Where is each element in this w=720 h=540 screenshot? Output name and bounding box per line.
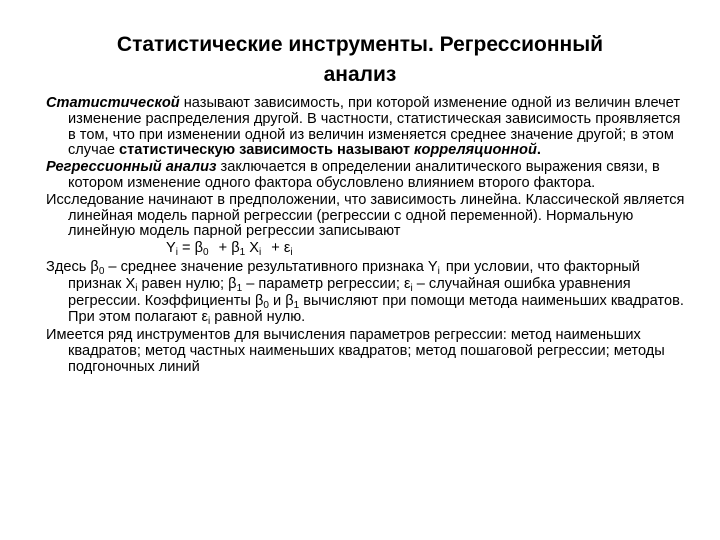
sub-0: 0 (98, 265, 105, 277)
term-statistical: Статистической (46, 95, 180, 111)
slide-title (60, 30, 660, 90)
sub-i: i (135, 282, 138, 294)
text-segment: и (268, 292, 286, 309)
sub-1: 1 (293, 299, 300, 311)
text-segment: равен нулю; (137, 275, 229, 292)
sub-i: i (437, 265, 440, 277)
text-segment: – параметр регрессии; (242, 275, 404, 292)
formula-y: Y (166, 240, 176, 257)
formula-eq: = (177, 240, 195, 257)
title-line-1: Статистические инструменты. Регрессионный (116, 33, 604, 56)
symbol-epsilon: ε (201, 309, 208, 326)
formula-beta1: β (231, 240, 240, 257)
text-segment: при условии, что факторный признак X (68, 258, 640, 292)
text-segment: равной нулю. (210, 309, 306, 326)
paragraph-instruments (46, 328, 686, 375)
paragraph-text: Имеется ряд инструментов для вычисления параметров регрессии: метод наименьших квадратов; метод частных наименьших квадратов; метод пошаговой регрессии; методы подгоночных линий (46, 327, 665, 375)
text-segment: вычисляют при помощи метода наименьших квадратов. При этом полагают (68, 292, 684, 326)
title-line-2: анализ (323, 63, 397, 86)
formula-sub-0: 0 (203, 247, 209, 259)
formula-sub-i: i (290, 247, 293, 259)
period: . (536, 142, 541, 159)
regression-formula (46, 241, 686, 258)
formula-sub-i: i (258, 247, 262, 259)
term-correlation: корреляционной (414, 142, 537, 159)
formula-plus: + (214, 240, 232, 257)
paragraph-text: заключается в определении аналитического выражения связи, в котором изменение одного фактора обусловлено влиянием второго фактора. (68, 159, 660, 191)
bold-text: статистическую зависимость называют (119, 142, 415, 159)
term-regression-analysis: Регрессионный анализ (46, 159, 217, 176)
text-segment: Здесь (46, 258, 91, 275)
formula-epsilon: ε (283, 240, 291, 257)
symbol-y: Y (427, 258, 438, 275)
sub-0: 0 (263, 299, 269, 311)
paragraph-text: Исследование начинают в предположении, что зависимость линейна. Классической является линейная модель парной регрессии (регрессии с одной переменной). Нормальную линейную модель парной регрессии записывают (46, 191, 685, 240)
symbol-beta: β (90, 258, 99, 275)
symbol-epsilon: ε (403, 275, 411, 292)
formula-plus: + (267, 240, 284, 257)
paragraph-parameters (46, 260, 686, 327)
sub-i: i (208, 316, 211, 328)
paragraph-text: называют зависимость, при которой изменение одной из величин влечет изменение распределения другой. В частности, статистическая зависимость проявляется в том, что при изменении одной из величин изменяется среднее значение другой; в этом случае (68, 95, 681, 159)
formula-sub-i: i (175, 247, 178, 259)
paragraph-statistical-dependence (46, 96, 686, 159)
paragraph-regression-analysis (46, 160, 686, 192)
sub-i: i (410, 282, 413, 294)
formula-sub-1: 1 (239, 247, 246, 259)
text-segment: – случайная ошибка уравнения регрессии. Коэффициенты (68, 275, 631, 309)
formula-beta0: β (194, 240, 204, 257)
text-segment: – среднее значение результативного признака (104, 258, 428, 275)
symbol-beta: β (254, 292, 264, 309)
sub-1: 1 (236, 282, 243, 294)
symbol-beta: β (228, 275, 237, 292)
formula-x: X (245, 240, 259, 257)
symbol-beta: β (285, 292, 294, 309)
paragraph-linear-model (46, 193, 686, 240)
slide-body (46, 96, 686, 377)
